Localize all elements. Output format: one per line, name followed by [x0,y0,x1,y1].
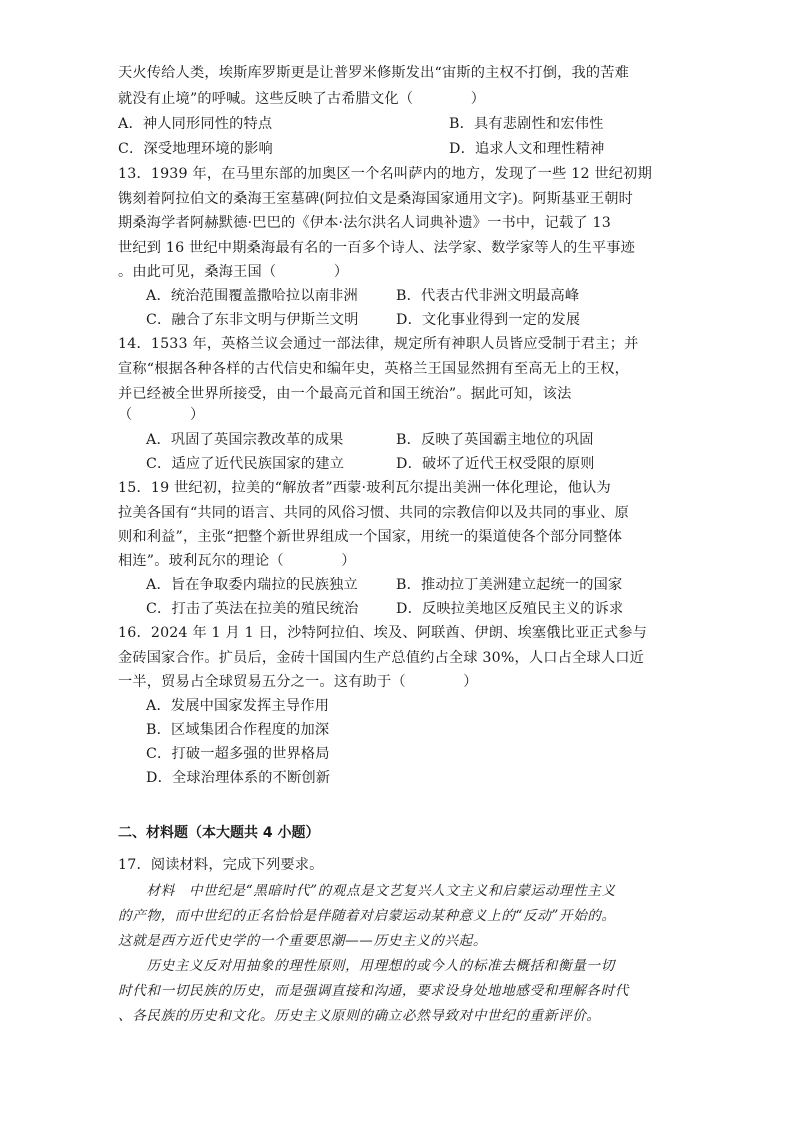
q13-option-b[interactable]: B．代表古代非洲文明最高峰 [396,288,580,304]
q17-material-line: 这就是西方近代史学的一个重要思潮——历史主义的兴起。 [118,933,488,949]
q17-stem: 17．阅读材料，完成下列要求。 [118,857,324,873]
q13-option-d[interactable]: D．文化事业得到一定的发展 [396,312,581,328]
q15-stem-line: 相连”。玻利瓦尔的理论（ ） [118,553,356,569]
q16-stem-line: 金砖国家合作。扩员后，金砖十国国内生产总值约占全球 30%，人口占全球人口近 [118,650,645,666]
q12-option-c[interactable]: C．深受地理环境的影响 [118,141,273,157]
q16-option-a[interactable]: A．发展中国家发挥主导作用 [146,698,330,714]
q13-stem-line: 世纪到 16 世纪中期桑海最有名的一百多个诗人、法学家、数学家等人的生平事迹 [118,240,636,256]
q13-stem-line: 13．1939 年，在马里东部的加奥区一个名叫萨内的地方，发现了一些 12 世纪初期 [118,166,652,182]
q13-option-c[interactable]: C．融合了东非文明与伊斯兰文明 [146,312,359,328]
q16-option-c[interactable]: C．打破一超多强的世界格局 [146,746,330,762]
q17-material-line: 历史主义反对用抽象的理性原则，用理想的或今人的标准去概括和衡量一切 [118,958,615,974]
q14-option-b[interactable]: B．反映了英国霸主地位的巩固 [396,432,594,448]
q16-stem-line: 一半，贸易占全球贸易五分之一。这有助于（ ） [118,674,478,690]
q12-option-b[interactable]: B．具有悲剧性和宏伟性 [449,116,604,132]
q14-stem-line: 14．1533 年，英格兰议会通过一部法律，规定所有神职人员皆应受制于君主；并 [118,336,639,352]
q13-stem-line: 期桑海学者阿赫默德·巴巴的《伊本·法尔洪名人词典补遗》一书中，记载了 13 [118,215,611,231]
q15-option-c[interactable]: C．打击了英法在拉美的殖民统治 [146,601,359,617]
q14-stem-line: 并已经被全世界所接受，由一个最高元首和国王统治”。据此可知，该法 [118,386,572,402]
q16-option-d[interactable]: D．全球治理体系的不断创新 [146,770,331,786]
q12-stem-line: 就没有止境”的呼喊。这些反映了古希腊文化（ ） [118,91,486,107]
q14-stem-line: 宣称“根据各种各样的古代信史和编年史，英格兰王国显然拥有至高无上的王权， [118,361,630,377]
q16-stem-line: 16．2024 年 1 月 1 日，沙特阿拉伯、埃及、阿联酋、伊朗、埃塞俄比亚正式参与 [118,625,647,641]
section-heading: 二、材料题（本大题共 4 小题） [118,825,320,841]
q15-stem-line: 15．19 世纪初，拉美的“解放者”西蒙·玻利瓦尔提出美洲一体化理论，他认为 [118,480,611,496]
q17-material-line: 材料 中世纪是“黑暗时代”的观点是文艺复兴人文主义和启蒙运动理性主义 [118,883,616,899]
q15-option-d[interactable]: D．反映拉美地区反殖民主义的诉求 [396,601,624,617]
q12-option-a[interactable]: A．神人同形同性的特点 [118,116,273,132]
q15-stem-line: 拉美各国有“共同的语言、共同的风俗习惯、共同的宗教信仰以及共同的事业、原 [118,505,630,521]
q15-option-b[interactable]: B．推动拉丁美洲建立起统一的国家 [396,577,623,593]
q14-option-d[interactable]: D．破坏了近代王权受限的原则 [396,456,595,472]
q13-stem-line: 镌刻着阿拉伯文的桑海王室墓碑(阿拉伯文是桑海国家通用文字)。阿斯基亚王朝时 [118,191,634,207]
q13-stem-line: 。由此可见，桑海王国（ ） [118,264,349,280]
q17-material-line: 时代和一切民族的历史，而是强调直接和沟通，要求设身处地地感受和理解各时代 [118,983,629,999]
q16-option-b[interactable]: B．区域集团合作程度的加深 [146,722,330,738]
q17-material-line: 的产物，而中世纪的正名恰恰是伴随着对启蒙运动某种意义上的“反动”开始的。 [118,908,616,924]
q15-stem-line: 则和利益”，主张“把整个新世界组成一个国家，用统一的渠道使各个部分同整体 [118,529,623,545]
q15-option-a[interactable]: A．旨在争取委内瑞拉的民族独立 [146,577,358,593]
q13-option-a[interactable]: A．统治范围覆盖撒哈拉以南非洲 [146,288,358,304]
q17-material-line: 、各民族的历史和文化。历史主义原则的确立必然导致对中世纪的重新评价。 [118,1008,601,1024]
q14-option-c[interactable]: C．适应了近代民族国家的建立 [146,456,345,472]
q14-option-a[interactable]: A．巩固了英国宗教改革的成果 [146,432,344,448]
q12-stem-line: 天火传给人类，埃斯库罗斯更是让普罗米修斯发出“宙斯的主权不打倒，我的苦难 [118,65,630,81]
q12-option-d[interactable]: D．追求人文和理性精神 [449,141,605,157]
q14-stem-line: （ ） [118,407,205,423]
